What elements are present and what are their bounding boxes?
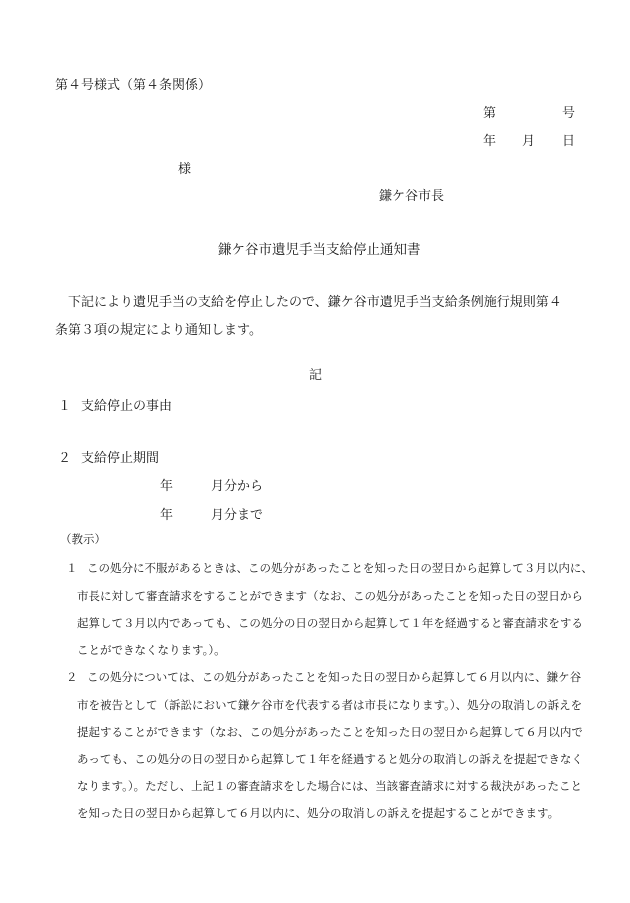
notice-2-line-5: なります。）。ただし、上記１の審査請求をした場合には、当該審査請求に対する裁決があったこと (77, 779, 582, 793)
addressee-suffix: 様 (178, 162, 192, 177)
body-line-2: 条第３項の規定により通知します。 (55, 323, 262, 338)
form-label: 第４号様式（第４条関係） (55, 78, 212, 93)
notice-2-line-6: を知った日の翌日から起算して６月以内に、処分の取消しの訴えを提起することができます。 (77, 806, 560, 820)
notice-1-line-1: この処分に不服があるときは、この処分があったことを知った日の翌日から起算して３月以内に、 (87, 561, 593, 575)
date-month: 月 (522, 134, 536, 149)
notice-2-line-3: 提起することができます（なお、この処分があったことを知った日の翌日から起算して６月以内で (77, 725, 583, 739)
notice-1-line-2: 市長に対して審査請求をすることができます（なお、この処分があったことを知った日の翌日から (77, 589, 583, 603)
number-suffix: 号 (562, 106, 576, 121)
item-2-label: 支給停止期間 (81, 451, 160, 466)
period-to-suffix: 月分まで (211, 508, 264, 523)
notice-2-line-1: この処分については、この処分があったことを知った日の翌日から起算して６月以内に、鎌ケ谷 (87, 670, 582, 684)
notice-2-line-4: あっても、この処分の日の翌日から起算して１年を経過すると処分の取消しの訴えを提起できなく (77, 752, 583, 766)
notice-1-line-3: 起算して３月以内であっても、この処分の日の翌日から起算して１年を経過すると審査請求をする (77, 616, 583, 630)
issuer: 鎌ケ谷市長 (379, 189, 445, 204)
ki-heading: 記 (309, 368, 323, 383)
document-title: 鎌ケ谷市遺児手当支給停止通知書 (218, 242, 421, 258)
notice-2-line-2: 市を被告として（訴訟において鎌ケ谷市を代表する者は市長になります。）、処分の取消しの訴えを (77, 698, 583, 712)
notice-1-number: １ (66, 561, 78, 575)
notice-heading: （教示） (60, 532, 106, 546)
date-year: 年 (483, 134, 497, 149)
date-day: 日 (562, 134, 576, 149)
number-prefix: 第 (483, 106, 497, 121)
period-from-year: 年 (160, 479, 174, 494)
item-2-number: ２ (58, 451, 72, 466)
period-from-suffix: 月分から (211, 479, 264, 494)
notice-2-number: ２ (66, 670, 78, 684)
item-1-number: １ (58, 399, 72, 414)
item-1-label: 支給停止の事由 (81, 399, 173, 414)
period-to-year: 年 (160, 508, 174, 523)
notice-1-line-4: ことができなくなります。）。 (77, 643, 226, 657)
body-line-1: 下記により遺児手当の支給を停止したので、鎌ケ谷市遺児手当支給条例施行規則第４ (68, 295, 562, 310)
